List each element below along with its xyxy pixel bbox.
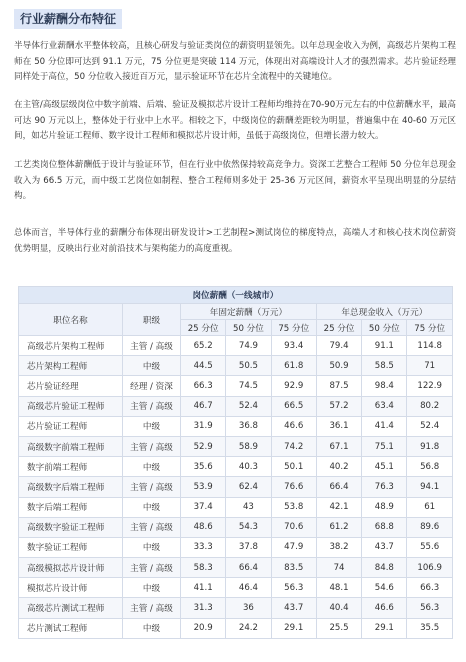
salary-table-container [18,286,452,639]
cell-value: 41.1 [181,578,226,598]
cell-value: 56.3 [407,598,452,618]
table-row [19,457,453,477]
cell-value: 54.6 [362,578,407,598]
table-title: 岗位薪酬（一线城市） [19,287,453,304]
cell-value: 33.3 [181,537,226,557]
cell-role: 芯片测试工程师 [19,618,123,638]
cell-value: 45.1 [362,457,407,477]
cell-level: 主管 / 高级 [123,396,181,416]
cell-value: 31.9 [181,416,226,436]
section-title: 行业薪酬分布特征 [14,9,122,29]
cell-value: 37.8 [226,537,271,557]
cell-value: 66.3 [407,578,452,598]
cell-value: 61 [407,497,452,517]
cell-role: 数字前端工程师 [19,457,123,477]
header-level: 职级 [123,304,181,336]
cell-value: 56.3 [271,578,316,598]
cell-value: 66.4 [316,477,361,497]
table-row [19,578,453,598]
table-row [19,376,453,396]
cell-value: 40.4 [316,598,361,618]
cell-value: 46.6 [362,598,407,618]
cell-value: 35.5 [407,618,452,638]
salary-table [18,286,453,639]
cell-value: 29.1 [362,618,407,638]
cell-role: 芯片验证工程师 [19,416,123,436]
cell-value: 68.8 [362,517,407,537]
cell-level: 中级 [123,578,181,598]
cell-value: 91.1 [362,336,407,356]
cell-value: 29.1 [271,618,316,638]
cell-level: 主管 / 高级 [123,598,181,618]
cell-value: 92.9 [271,376,316,396]
cell-value: 122.9 [407,376,452,396]
cell-level: 主管 / 高级 [123,336,181,356]
cell-value: 47.9 [271,537,316,557]
cell-role: 高级数字验证工程师 [19,517,123,537]
cell-value: 75.1 [362,436,407,456]
cell-role: 高级芯片测试工程师 [19,598,123,618]
paragraph-process-roles: 工艺类岗位整体薪酬低于设计与验证环节，但在行业中依然保持较高竞争力。资深工艺整合工程师 50 分位年总现金收入为 66.5 万元，而中级工艺岗位如制程、整合工程师则多处于 25-36 万元区间，薪资水平呈现出明显的分层结构。 [14,160,456,201]
cell-value: 52.9 [181,436,226,456]
cell-value: 40.2 [316,457,361,477]
table-row [19,416,453,436]
header-percentile: 50 分位 [226,320,271,336]
cell-value: 83.5 [271,558,316,578]
cell-value: 53.9 [181,477,226,497]
cell-value: 66.4 [226,558,271,578]
cell-value: 36.8 [226,416,271,436]
table-row [19,396,453,416]
cell-value: 74 [316,558,361,578]
cell-value: 84.8 [362,558,407,578]
cell-value: 106.9 [407,558,452,578]
cell-value: 48.1 [316,578,361,598]
cell-value: 63.4 [362,396,407,416]
cell-value: 24.2 [226,618,271,638]
cell-role: 芯片架构工程师 [19,356,123,376]
cell-level: 主管 / 高级 [123,436,181,456]
cell-value: 55.6 [407,537,452,557]
cell-value: 52.4 [226,396,271,416]
cell-value: 65.2 [181,336,226,356]
cell-value: 67.1 [316,436,361,456]
cell-value: 66.3 [181,376,226,396]
table-row [19,336,453,356]
header-percentile: 75 分位 [407,320,452,336]
cell-value: 74.2 [271,436,316,456]
cell-value: 89.6 [407,517,452,537]
cell-value: 48.9 [362,497,407,517]
cell-value: 74.5 [226,376,271,396]
cell-value: 79.4 [316,336,361,356]
cell-value: 20.9 [181,618,226,638]
cell-level: 中级 [123,416,181,436]
cell-value: 53.8 [271,497,316,517]
paragraph-senior-roles: 在主管/高级层级岗位中数字前端、后端、验证及模拟芯片设计工程师均维持在70-90万元左右的中位薪酬水平，最高可达 90 万元以上，整体处于行业中上水平。相较之下，中级岗位的薪酬差距较为明显，普遍集中在 40-60 万元区间，如芯片验证工程师、数字设计工程师和模拟芯片设计师，虽低于高级岗位，但增长潜力较大。 [14,100,456,141]
cell-value: 93.4 [271,336,316,356]
cell-value: 61.2 [316,517,361,537]
cell-level: 中级 [123,537,181,557]
cell-value: 58.3 [181,558,226,578]
table-row [19,537,453,557]
cell-value: 43 [226,497,271,517]
cell-level: 主管 / 高级 [123,517,181,537]
cell-value: 31.3 [181,598,226,618]
cell-value: 76.3 [362,477,407,497]
cell-level: 中级 [123,497,181,517]
header-percentile: 50 分位 [362,320,407,336]
table-row [19,356,453,376]
cell-value: 61.8 [271,356,316,376]
cell-value: 54.3 [226,517,271,537]
cell-value: 37.4 [181,497,226,517]
cell-role: 高级芯片架构工程师 [19,336,123,356]
cell-role: 模拟芯片设计师 [19,578,123,598]
cell-value: 50.1 [271,457,316,477]
cell-value: 38.2 [316,537,361,557]
cell-value: 48.6 [181,517,226,537]
cell-value: 41.4 [362,416,407,436]
table-row [19,618,453,638]
header-percentile: 25 分位 [316,320,361,336]
cell-value: 87.5 [316,376,361,396]
cell-value: 57.2 [316,396,361,416]
cell-value: 114.8 [407,336,452,356]
cell-level: 中级 [123,356,181,376]
cell-role: 数字后端工程师 [19,497,123,517]
cell-level: 中级 [123,457,181,477]
cell-role: 高级数字前端工程师 [19,436,123,456]
cell-value: 25.5 [316,618,361,638]
cell-value: 40.3 [226,457,271,477]
cell-level: 经理 / 资深 [123,376,181,396]
cell-value: 50.5 [226,356,271,376]
cell-value: 76.6 [271,477,316,497]
cell-role: 高级芯片验证工程师 [19,396,123,416]
cell-value: 46.4 [226,578,271,598]
cell-value: 35.6 [181,457,226,477]
table-row [19,477,453,497]
header-percentile: 25 分位 [181,320,226,336]
cell-value: 56.8 [407,457,452,477]
cell-value: 43.7 [271,598,316,618]
cell-value: 43.7 [362,537,407,557]
cell-value: 50.9 [316,356,361,376]
cell-level: 主管 / 高级 [123,477,181,497]
paragraph-overview: 半导体行业薪酬水平整体较高，且核心研发与验证类岗位的薪资明显领先。以年总现金收入为例，高级芯片架构工程师在 50 分位即可达到 91.1 万元，75 分位更是突破 114 万元，体现出对高端设计人才的强烈需求。芯片验证经理同样处于高位，50 分位收入接近百万元，显示验证环节在芯片全流程中的关键地位。 [14,41,456,82]
cell-level: 主管 / 高级 [123,558,181,578]
cell-value: 66.5 [271,396,316,416]
header-fixed-salary: 年固定薪酬（万元） [181,304,317,320]
cell-value: 71 [407,356,452,376]
header-total-cash: 年总现金收入（万元） [316,304,452,320]
cell-role: 芯片验证经理 [19,376,123,396]
cell-value: 94.1 [407,477,452,497]
cell-value: 42.1 [316,497,361,517]
cell-value: 52.4 [407,416,452,436]
cell-value: 58.9 [226,436,271,456]
table-row [19,497,453,517]
cell-value: 46.7 [181,396,226,416]
paragraph-summary: 总体而言，半导体行业的薪酬分布体现出研发设计>工艺制程>测试岗位的梯度特点，高端人才和核心技术岗位薪资优势明显，反映出行业对前沿技术与架构能力的高度重视。 [14,228,456,254]
cell-value: 80.2 [407,396,452,416]
table-row [19,558,453,578]
cell-value: 44.5 [181,356,226,376]
cell-value: 36.1 [316,416,361,436]
cell-value: 91.8 [407,436,452,456]
cell-role: 高级数字后端工程师 [19,477,123,497]
table-row [19,517,453,537]
cell-value: 62.4 [226,477,271,497]
cell-level: 中级 [123,618,181,638]
table-body [19,336,453,639]
header-percentile: 75 分位 [271,320,316,336]
table-row [19,598,453,618]
cell-value: 46.6 [271,416,316,436]
header-role: 职位名称 [19,304,123,336]
cell-role: 高级模拟芯片设计师 [19,558,123,578]
cell-value: 98.4 [362,376,407,396]
cell-value: 70.6 [271,517,316,537]
cell-value: 58.5 [362,356,407,376]
cell-value: 36 [226,598,271,618]
table-row [19,436,453,456]
cell-value: 74.9 [226,336,271,356]
cell-role: 数字验证工程师 [19,537,123,557]
